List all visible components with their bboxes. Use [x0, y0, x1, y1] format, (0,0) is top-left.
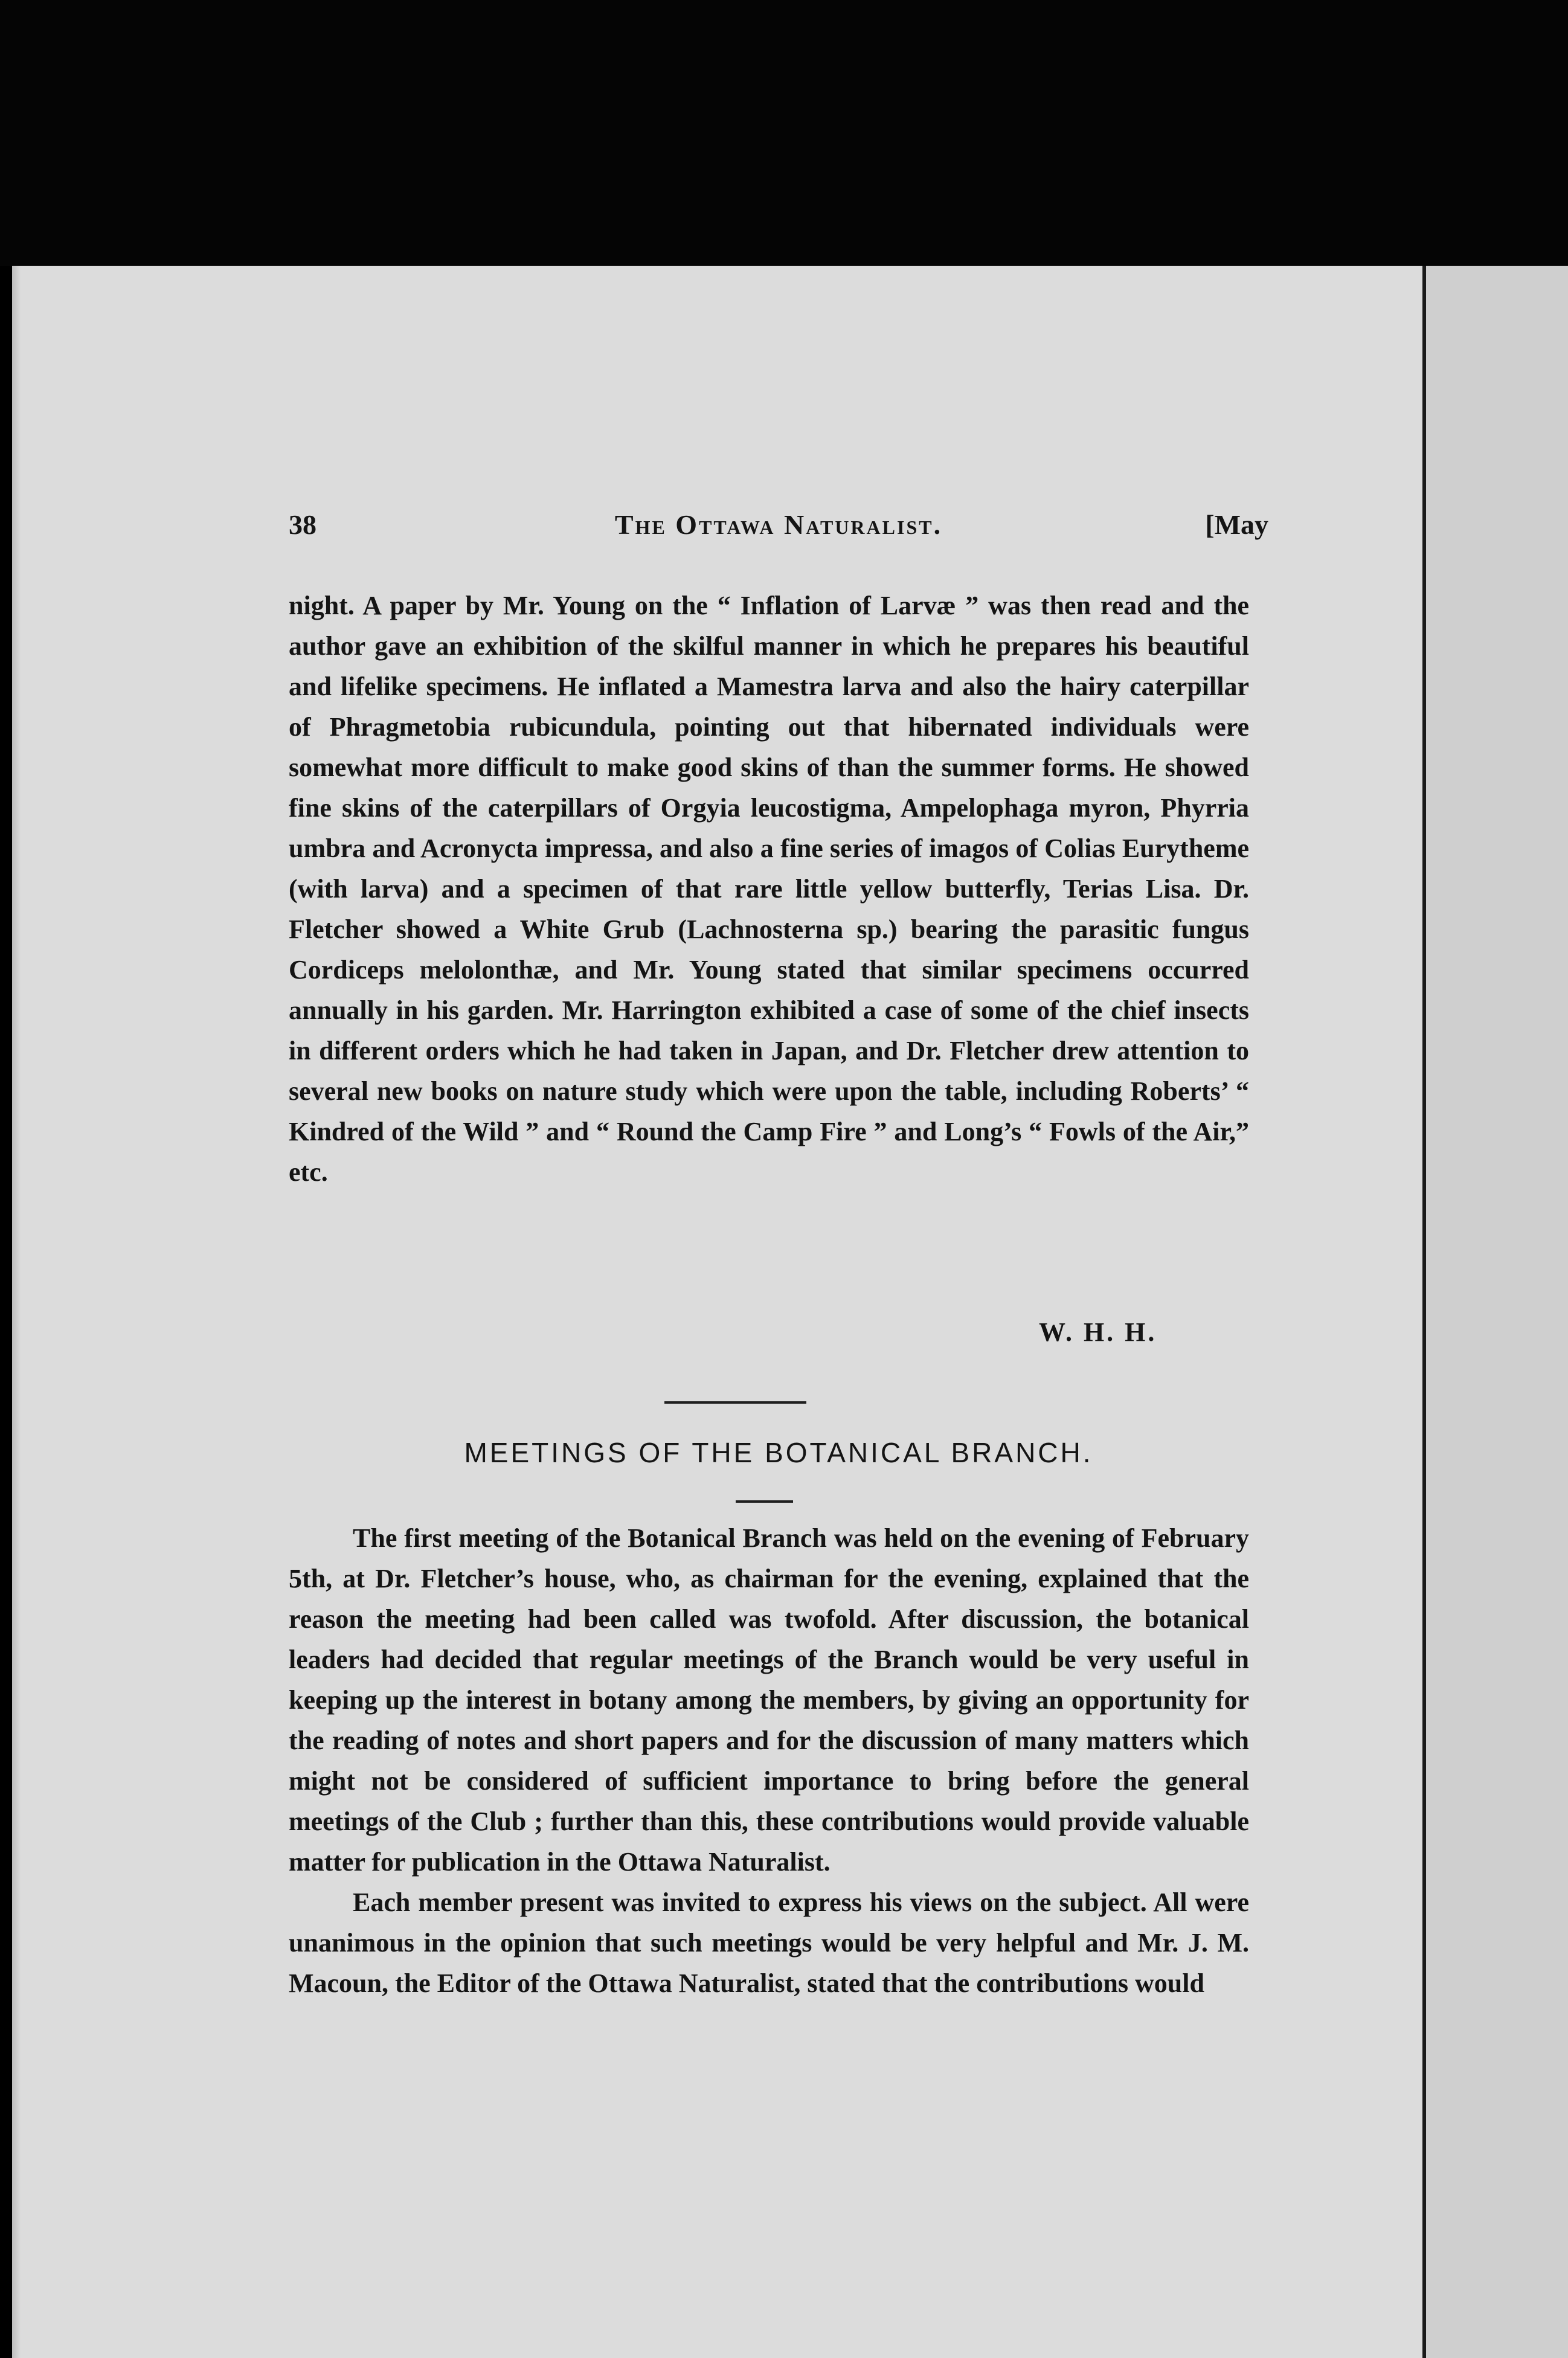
- page-edge-shadow: [12, 266, 21, 2358]
- page-header: [289, 509, 1268, 554]
- book-page: [12, 266, 1568, 2358]
- facing-page-edge: [1426, 266, 1568, 2358]
- running-title: The Ottawa Naturalist.: [614, 509, 943, 540]
- botanical-branch-article: [289, 1518, 1249, 2003]
- section-heading: MEETINGS OF THE BOTANICAL BRANCH.: [464, 1437, 1093, 1468]
- heading-underline: [736, 1500, 793, 1503]
- report-paragraph: night. A paper by Mr. Young on the “ Inflation of Larvæ ” was then read and the author gave an exhibition of the skilful manner in which he prepares his beautiful and lifelike specimens. He inflated a Mamestra larva and also the hairy caterpillar of Phragmetobia rubicundula, pointing out that hibernated individuals were somewhat more difficult to make good skins of than the summer forms. He showed fine skins of the caterpillars of Orgyia leucostigma, Ampelophaga myron, Phyrria umbra and Acronycta impressa, and also a fine series of imagos of Colias Eurytheme (with larva) and a specimen of that rare little yellow butterfly, Terias Lisa. Dr. Fletcher showed a White Grub (Lachnosterna sp.) bearing the parasitic fungus Cordiceps melolonthæ, and Mr. Young stated that similar specimens occurred annually in his garden. Mr. Harrington exhibited a case of some of the chief insects in different orders which he had taken in Japan, and Dr. Fletcher drew attention to several new books on nature study which were upon the table, including Roberts’ “ Kindred of the Wild ” and “ Round the Camp Fire ” and Long’s “ Fowls of the Air,” etc.: [289, 591, 1249, 1187]
- article-paragraph-1: The first meeting of the Botanical Branch was held on the evening of February 5th, at Dr. Fletcher’s house, who, as chairman for the evening, explained that the reason the meeting had been called was twofold. After discussion, the botanical leaders had decided that regular meetings of the Branch would be very useful in keeping up the interest in botany among the members, by giving an opportunity for the reading of notes and short papers and for the discussion of many matters which might not be considered of sufficient importance to bring before the general meetings of the Club ; further than this, these contributions would provide valuable matter for publication in the Ottawa Naturalist.: [289, 1523, 1249, 1877]
- continued-report: [289, 585, 1249, 1192]
- author-initials: W. H. H.: [1039, 1317, 1157, 1347]
- page-number: 38: [289, 509, 316, 540]
- scan-background: [0, 0, 1568, 266]
- section-divider: [664, 1401, 806, 1404]
- issue-month: [May: [1205, 509, 1268, 540]
- article-paragraph-2: Each member present was invited to express his views on the subject. All were unanimous in the opinion that such meetings would be very helpful and Mr. J. M. Macoun, the Editor of the Ottawa Naturalist, stated that the contributions would: [289, 1887, 1249, 1998]
